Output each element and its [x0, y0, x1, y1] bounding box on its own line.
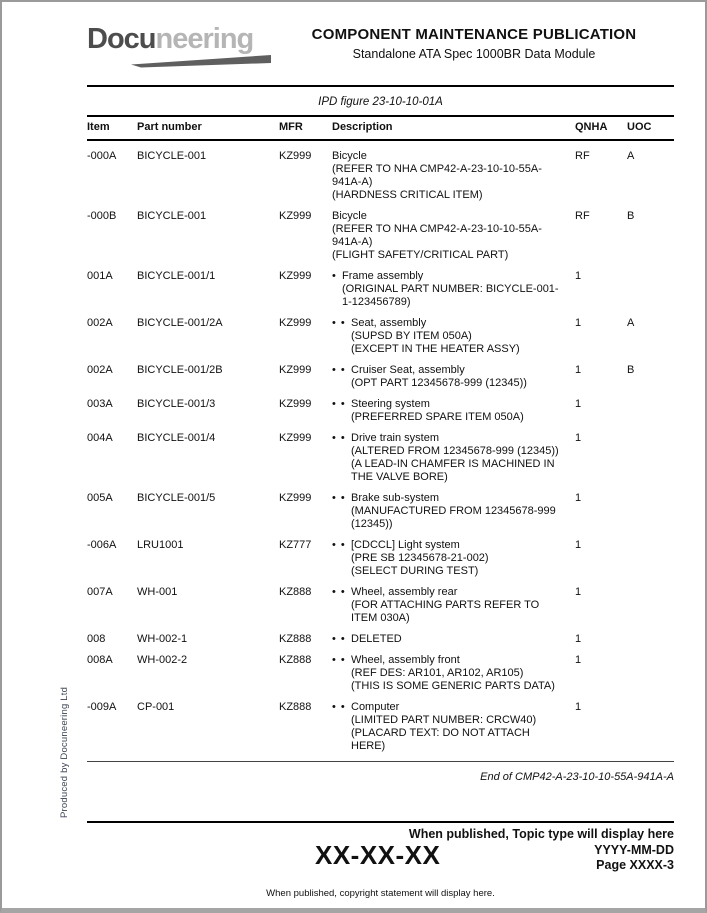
description-note: (SELECT DURING TEST)	[351, 565, 479, 577]
copyright-placeholder: When published, copyright statement will display here.	[266, 887, 495, 899]
uoc-cell	[627, 654, 674, 693]
part-number-cell: LRU1001	[137, 539, 184, 551]
ipd-table-header	[87, 115, 674, 141]
description-note: (FLIGHT SAFETY/CRITICAL PART)	[332, 249, 509, 261]
figure-caption: IPD figure 23-10-10-01A	[318, 96, 443, 108]
description-note: (OPT PART 12345678-999 (12345))	[351, 377, 527, 389]
description-cell	[332, 492, 575, 531]
table-row	[87, 539, 674, 578]
description-cell	[332, 633, 575, 646]
item-cell: 002A	[87, 364, 113, 376]
qnha-cell: 1	[575, 398, 582, 410]
page-header	[87, 24, 674, 85]
description-cell	[332, 432, 575, 484]
uoc-cell: A	[627, 150, 635, 162]
description-note: (THIS IS SOME GENERIC PARTS DATA)	[351, 680, 555, 692]
qnha-cell: 1	[575, 539, 582, 551]
table-row	[87, 492, 674, 531]
description-note: (ORIGINAL PART NUMBER: BICYCLE-001-1-123456789)	[342, 283, 559, 308]
item-cell: -009A	[87, 701, 117, 713]
item-cell: -000B	[87, 210, 117, 222]
ipd-table	[87, 115, 674, 762]
description-cell	[332, 539, 575, 578]
description-cell	[332, 150, 575, 202]
qnha-cell: 1	[575, 317, 582, 329]
part-number-cell: BICYCLE-001/3	[137, 398, 216, 410]
part-number-cell: WH-001	[137, 586, 178, 598]
description-cell	[332, 654, 575, 693]
mfr-cell: KZ999	[279, 270, 312, 282]
logo-text	[87, 23, 253, 55]
description-note: (MANUFACTURED FROM 12345678-999 (12345))	[351, 505, 556, 530]
description-cell	[332, 586, 575, 625]
docuneering-logo	[87, 24, 274, 85]
table-row	[87, 150, 674, 202]
description-note: (REFER TO NHA CMP42-A-23-10-10-55A-941A-A)	[332, 223, 542, 248]
uoc-cell	[627, 539, 674, 578]
table-row	[87, 633, 674, 646]
description-note: (PREFERRED SPARE ITEM 050A)	[351, 411, 524, 423]
item-cell: 004A	[87, 432, 113, 444]
column-header-part-number: Part number	[137, 121, 202, 133]
description-note: (A LEAD-IN CHAMFER IS MACHINED IN THE VALVE BORE)	[351, 458, 555, 483]
chapter-code: XX-XX-XX	[315, 840, 441, 870]
uoc-cell	[627, 492, 674, 531]
description-name: DELETED	[351, 633, 402, 645]
uoc-cell: B	[627, 364, 635, 376]
mfr-cell: KZ888	[279, 654, 312, 666]
table-row	[87, 270, 674, 309]
description-cell	[332, 364, 575, 390]
item-cell: -000A	[87, 150, 117, 162]
qnha-cell: 1	[575, 432, 582, 444]
uoc-cell	[627, 633, 674, 646]
footer-topic-type: When published, Topic type will display here	[408, 827, 674, 841]
description-cell	[332, 398, 575, 424]
table-row	[87, 654, 674, 693]
logo-swoosh-icon	[131, 55, 271, 68]
description-cell	[332, 210, 575, 262]
column-header-qnha: QNHA	[575, 121, 608, 133]
indent-bullets-icon: • •	[332, 432, 346, 444]
indent-bullets-icon: • •	[332, 539, 346, 551]
item-cell: 005A	[87, 492, 113, 504]
end-of-module-note: End of CMP42-A-23-10-10-55A-941A-A	[480, 771, 674, 783]
table-row	[87, 701, 674, 753]
uoc-cell	[627, 270, 674, 309]
item-cell: 008A	[87, 654, 113, 666]
description-note: (REFER TO NHA CMP42-A-23-10-10-55A-941A-A)	[332, 163, 542, 188]
produced-by-label: Produced by Docuneering Ltd	[59, 686, 70, 818]
mfr-cell: KZ999	[279, 317, 312, 329]
table-row	[87, 317, 674, 356]
part-number-cell: CP-001	[137, 701, 175, 713]
qnha-cell: RF	[575, 150, 590, 162]
indent-bullets-icon: •	[332, 270, 337, 282]
publication-title: COMPONENT MAINTENANCE PUBLICATION	[311, 26, 637, 43]
description-name: Cruiser Seat, assembly	[351, 364, 465, 376]
part-number-cell: BICYCLE-001/2A	[137, 317, 223, 329]
qnha-cell: RF	[575, 210, 590, 222]
mfr-cell: KZ999	[279, 150, 312, 162]
description-note: (HARDNESS CRITICAL ITEM)	[332, 189, 483, 201]
indent-bullets-icon: • •	[332, 492, 346, 504]
description-cell	[332, 270, 575, 309]
description-note: (PRE SB 12345678-21-002)	[351, 552, 489, 564]
qnha-cell: 1	[575, 586, 582, 598]
description-name: Steering system	[351, 398, 430, 410]
column-header-uoc: UOC	[627, 121, 652, 133]
uoc-cell: A	[627, 317, 635, 329]
publication-subtitle: Standalone ATA Spec 1000BR Data Module	[352, 47, 596, 61]
item-cell: 003A	[87, 398, 113, 410]
uoc-cell	[627, 701, 674, 753]
description-note: (LIMITED PART NUMBER: CRCW40)	[351, 714, 537, 726]
uoc-cell: B	[627, 210, 635, 222]
uoc-cell	[627, 432, 674, 484]
description-cell	[332, 701, 575, 753]
part-number-cell: BICYCLE-001/5	[137, 492, 216, 504]
column-header-description: Description	[332, 121, 393, 133]
description-note: (ALTERED FROM 12345678-999 (12345))	[351, 445, 559, 457]
description-name: Bicycle	[332, 210, 367, 222]
qnha-cell: 1	[575, 492, 582, 504]
qnha-cell: 1	[575, 633, 582, 645]
item-cell: 001A	[87, 270, 113, 282]
uoc-cell	[627, 398, 674, 424]
indent-bullets-icon: • •	[332, 633, 346, 645]
description-name: Brake sub-system	[351, 492, 440, 504]
indent-bullets-icon: • •	[332, 364, 346, 376]
mfr-cell: KZ888	[279, 701, 312, 713]
mfr-cell: KZ999	[279, 492, 312, 504]
mfr-cell: KZ888	[279, 633, 312, 645]
item-cell: 007A	[87, 586, 113, 598]
table-bottom-rule	[87, 761, 674, 762]
table-row	[87, 432, 674, 484]
mfr-cell: KZ999	[279, 432, 312, 444]
header-rule	[87, 85, 674, 87]
page-footer	[87, 823, 674, 899]
indent-bullets-icon: • •	[332, 586, 346, 598]
logo-text-light: neering	[155, 23, 254, 55]
indent-bullets-icon: • •	[332, 398, 346, 410]
page-content	[87, 2, 674, 899]
description-note: (EXCEPT IN THE HEATER ASSY)	[351, 343, 520, 355]
indent-bullets-icon: • •	[332, 317, 346, 329]
description-name: Drive train system	[351, 432, 440, 444]
column-header-mfr: MFR	[279, 121, 303, 133]
description-name: Wheel, assembly rear	[351, 586, 458, 598]
qnha-cell: 1	[575, 654, 582, 666]
footer-page-number: Page XXXX-3	[596, 858, 674, 872]
table-row	[87, 398, 674, 424]
description-name: Computer	[351, 701, 400, 713]
description-note: (FOR ATTACHING PARTS REFER TO ITEM 030A)	[351, 599, 540, 624]
column-header-item: Item	[87, 121, 110, 133]
footer-date: YYYY-MM-DD	[594, 842, 674, 857]
ipd-table-body	[87, 141, 674, 753]
item-cell: 002A	[87, 317, 113, 329]
description-note: (REF DES: AR101, AR102, AR105)	[351, 667, 524, 679]
title-block	[274, 24, 674, 85]
mfr-cell: KZ999	[279, 364, 312, 376]
part-number-cell: BICYCLE-001	[137, 210, 207, 222]
qnha-cell: 1	[575, 364, 582, 376]
item-cell: 008	[87, 633, 106, 645]
description-note: (SUPSD BY ITEM 050A)	[351, 330, 472, 342]
description-name: Frame assembly	[342, 270, 424, 282]
description-name: Seat, assembly	[351, 317, 427, 329]
qnha-cell: 1	[575, 701, 582, 713]
part-number-cell: BICYCLE-001/2B	[137, 364, 223, 376]
item-cell: -006A	[87, 539, 117, 551]
part-number-cell: BICYCLE-001/4	[137, 432, 216, 444]
part-number-cell: WH-002-2	[137, 654, 188, 666]
mfr-cell: KZ777	[279, 539, 312, 551]
table-row	[87, 586, 674, 625]
table-row	[87, 210, 674, 262]
description-cell	[332, 317, 575, 356]
description-note: (PLACARD TEXT: DO NOT ATTACH HERE)	[351, 727, 530, 752]
part-number-cell: BICYCLE-001/1	[137, 270, 216, 282]
description-name: Bicycle	[332, 150, 367, 162]
uoc-cell	[627, 586, 674, 625]
description-name: [CDCCL] Light system	[351, 539, 460, 551]
description-name: Wheel, assembly front	[351, 654, 460, 666]
mfr-cell: KZ999	[279, 210, 312, 222]
indent-bullets-icon: • •	[332, 654, 346, 666]
mfr-cell: KZ999	[279, 398, 312, 410]
part-number-cell: BICYCLE-001	[137, 150, 207, 162]
mfr-cell: KZ888	[279, 586, 312, 598]
logo-text-dark: Docu	[87, 23, 156, 55]
indent-bullets-icon: • •	[332, 701, 346, 713]
table-row	[87, 364, 674, 390]
part-number-cell: WH-002-1	[137, 633, 188, 645]
qnha-cell: 1	[575, 270, 582, 282]
